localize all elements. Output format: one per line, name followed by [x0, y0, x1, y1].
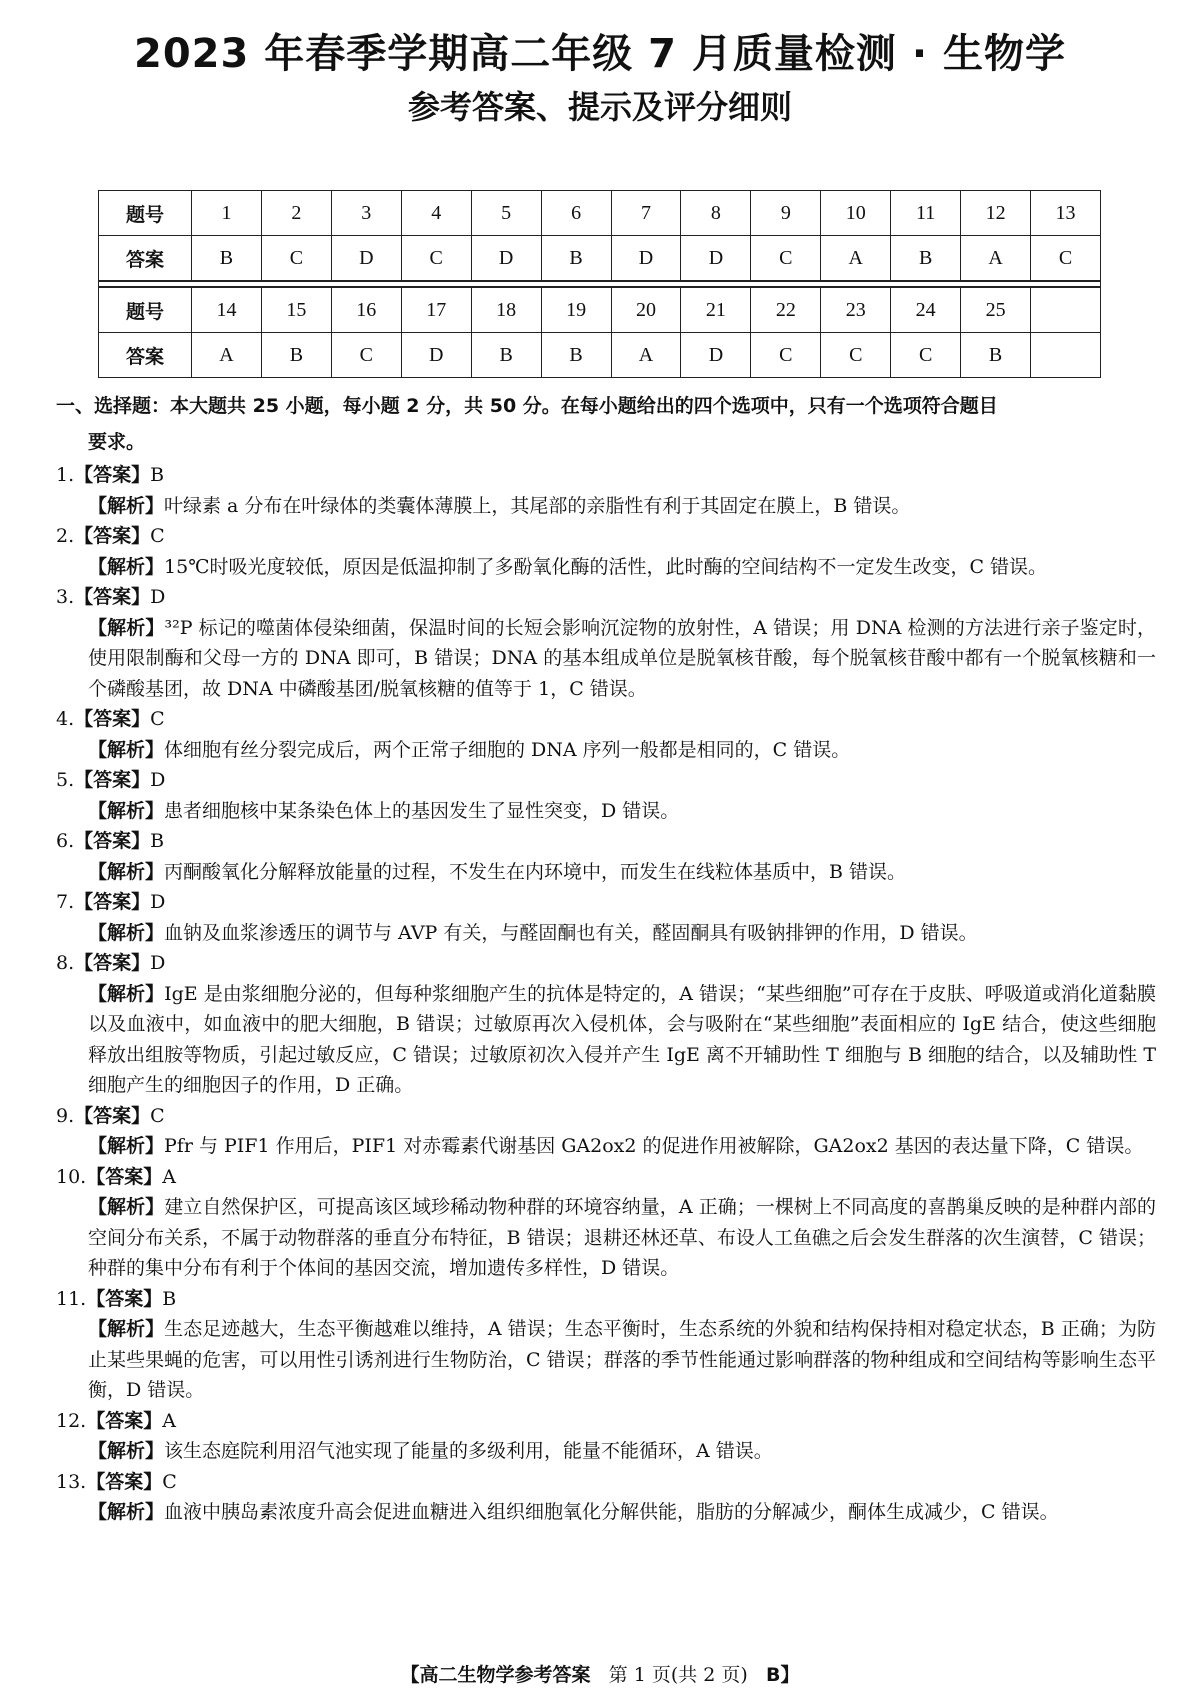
answer-row-cell: B: [961, 333, 1031, 378]
answer-tag: 【答案】: [86, 1409, 163, 1432]
question-number-row-cell: 24: [891, 287, 961, 333]
question-number: 6.: [56, 830, 75, 852]
question-number: 5.: [56, 769, 75, 791]
footer-left: 【高二生物学参考答案: [400, 1664, 591, 1686]
answer-row-label: 答案: [99, 236, 192, 282]
answer-line: [56, 826, 1156, 857]
answer-row-cell: B: [471, 333, 541, 378]
answer-row-cell: D: [681, 236, 751, 282]
answer-row-cell: C: [751, 333, 821, 378]
question-item: [56, 582, 1156, 704]
explanation-tag: 【解析】: [88, 616, 165, 639]
question-number-row-cell: 6: [541, 191, 611, 236]
section-heading-line1: 一、选择题：本大题共 25 小题，每小题 2 分，共 50 分。在每小题给出的四个选项中，只有一个选项符合题目: [56, 395, 998, 417]
question-number-row-cell: 11: [891, 191, 961, 236]
explanation-tag: 【解析】: [88, 738, 165, 761]
explanation-text: 生态足迹越大，生态平衡越难以维持，A 错误；生态平衡时，生态系统的外貌和结构保持相对稳定状态，B 正确；为防止某些果蝇的危害，可以用性引诱剂进行生物防治，C 错误；群落的季节性能通过影响群落的物种组成和空间结构等影响生态平衡，D 错误。: [88, 1318, 1156, 1401]
question-number-row-cell: 20: [611, 287, 681, 333]
question-number-row-cell: 5: [471, 191, 541, 236]
question-item: [56, 1467, 1156, 1528]
question-number-row-cell: 15: [261, 287, 331, 333]
question-item: [56, 1406, 1156, 1467]
answer-line: [56, 1284, 1156, 1315]
question-number-row-cell: 10: [821, 191, 891, 236]
explanation-text: 体细胞有丝分裂完成后，两个正常子细胞的 DNA 序列一般都是相同的，C 错误。: [164, 738, 851, 761]
question-number-row-cell: [1031, 287, 1101, 333]
answer-tag: 【答案】: [74, 708, 151, 730]
answer-row-cell: C: [751, 236, 821, 282]
explanation-paragraph: [56, 796, 1156, 827]
answer-value: A: [162, 1409, 176, 1432]
explanation-text: 叶绿素 a 分布在叶绿体的类囊体薄膜上，其尾部的亲脂性有利于其固定在膜上，B 错误。: [164, 494, 911, 517]
answer-line: [56, 521, 1156, 552]
answer-tag: 【答案】: [86, 1470, 163, 1493]
question-number: 7.: [56, 891, 75, 913]
question-number: 8.: [56, 952, 75, 974]
answer-row-cell: C: [401, 236, 471, 282]
question-number-row-cell: 12: [961, 191, 1031, 236]
answer-value: B: [150, 464, 165, 486]
question-item: [56, 704, 1156, 765]
answer-line: [56, 765, 1156, 796]
explanation-paragraph: [56, 979, 1156, 1101]
explanation-tag: 【解析】: [88, 1135, 165, 1157]
question-item: [56, 1162, 1156, 1284]
explanation-paragraph: [56, 735, 1156, 766]
answer-tag: 【答案】: [74, 952, 151, 974]
answer-value: C: [162, 1470, 177, 1493]
answer-tag: 【答案】: [86, 1165, 163, 1188]
question-number: 1.: [56, 464, 75, 486]
question-number-row-cell: 13: [1031, 191, 1101, 236]
explanation-tag: 【解析】: [88, 860, 165, 883]
question-number-row-label: 题号: [99, 191, 192, 236]
answer-value: D: [150, 952, 166, 974]
answer-row-cell: B: [192, 236, 262, 282]
question-number-row-cell: 8: [681, 191, 751, 236]
answer-tag: 【答案】: [74, 525, 151, 547]
answer-row-cell: C: [821, 333, 891, 378]
footer-page-number: 第 1 页(共 2 页): [608, 1664, 748, 1686]
question-number-row: [99, 287, 1101, 333]
question-number-row-cell: 9: [751, 191, 821, 236]
question-number: 2.: [56, 525, 75, 547]
explanation-tag: 【解析】: [88, 555, 165, 578]
question-item: [56, 887, 1156, 948]
question-item: [56, 1101, 1156, 1162]
answer-value: D: [150, 586, 166, 608]
explanation-paragraph: [56, 552, 1156, 583]
answer-row-cell: A: [611, 333, 681, 378]
question-number-row-cell: 1: [192, 191, 262, 236]
explanation-paragraph: [56, 613, 1156, 705]
question-number-row-cell: 14: [192, 287, 262, 333]
answer-value: B: [150, 830, 165, 852]
question-number-row-cell: 19: [541, 287, 611, 333]
explanation-text: 患者细胞核中某条染色体上的基因发生了显性突变，D 错误。: [164, 799, 680, 822]
answer-row-cell: A: [821, 236, 891, 282]
explanation-text: 血钠及血浆渗透压的调节与 AVP 有关，与醛固酮也有关，醛固酮具有吸钠排钾的作用，D 错误。: [164, 921, 978, 944]
page-title: 2023 年春季学期高二年级 7 月质量检测 · 生物学: [134, 31, 1066, 77]
explanation-paragraph: [56, 1192, 1156, 1284]
question-item: [56, 948, 1156, 1101]
explanation-paragraph: [56, 1497, 1156, 1528]
question-number-row-cell: 7: [611, 191, 681, 236]
explanation-paragraph: [56, 491, 1156, 522]
answer-tag: 【答案】: [74, 1104, 151, 1127]
explanation-paragraph: [56, 1131, 1156, 1162]
explanation-text: 血液中胰岛素浓度升高会促进血糖进入组织细胞氧化分解供能，脂肪的分解减少，酮体生成减少，C 错误。: [164, 1501, 1059, 1523]
explanation-paragraph: [56, 918, 1156, 949]
answer-tag: 【答案】: [74, 769, 151, 791]
answer-row-cell: B: [261, 333, 331, 378]
answer-row-cell: A: [192, 333, 262, 378]
explanation-text: 丙酮酸氧化分解释放能量的过程，不发生在内环境中，而发生在线粒体基质中，B 错误。: [164, 860, 907, 883]
question-number-row-label: 题号: [99, 287, 192, 333]
answer-value: D: [150, 891, 166, 913]
answer-value: C: [150, 525, 165, 547]
question-number: 10.: [56, 1165, 87, 1188]
question-item: [56, 521, 1156, 582]
page-subtitle: 参考答案、提示及评分细则: [407, 88, 792, 126]
explanation-text: Pfr 与 PIF1 作用后，PIF1 对赤霉素代谢基因 GA2ox2 的促进作用被解除，GA2ox2 基因的表达量下降，C 错误。: [164, 1135, 1144, 1157]
answer-value: B: [162, 1287, 177, 1310]
answer-line: [56, 1101, 1156, 1132]
explanation-list: [56, 460, 1156, 1528]
question-number-row: [99, 191, 1101, 236]
explanation-tag: 【解析】: [88, 1318, 165, 1340]
question-number: 3.: [56, 586, 75, 608]
question-item: [56, 460, 1156, 521]
answer-row-cell: B: [891, 236, 961, 282]
explanation-tag: 【解析】: [88, 494, 165, 517]
answer-row-cell: C: [891, 333, 961, 378]
explanation-text: 15℃时吸光度较低，原因是低温抑制了多酚氧化酶的活性，此时酶的空间结构不一定发生改变，C 错误。: [164, 555, 1048, 578]
explanation-tag: 【解析】: [88, 1501, 165, 1523]
question-number-row-cell: 17: [401, 287, 471, 333]
answer-value: C: [150, 1104, 165, 1127]
answer-table: [98, 190, 1101, 378]
answer-value: A: [162, 1165, 176, 1188]
section-heading: [56, 388, 1156, 460]
explanation-text: ³²P 标记的噬菌体侵染细菌，保温时间的长短会影响沉淀物的放射性，A 错误；用 DNA 检测的方法进行亲子鉴定时，使用限制酶和父母一方的 DNA 即可，B 错误；DNA 的基本组成单位是脱氧核苷酸，每个脱氧核苷酸中都有一个脱氧核糖和一个磷酸基团，故 DNA 中磷酸基团/脱氧核糖的值等于 1，C 错误。: [88, 616, 1156, 700]
footer-right: B】: [765, 1664, 800, 1686]
answer-row-cell: C: [331, 333, 401, 378]
answer-tag: 【答案】: [74, 830, 151, 852]
page-footer: [0, 1660, 1200, 1687]
answer-line: [56, 1467, 1156, 1498]
answer-row-cell: C: [1031, 236, 1101, 282]
answer-row-cell: D: [471, 236, 541, 282]
explanation-tag: 【解析】: [88, 982, 165, 1005]
question-number-row-cell: 16: [331, 287, 401, 333]
question-number: 11.: [56, 1287, 87, 1310]
section-heading-line2: 要求。: [88, 431, 146, 453]
question-number-row-cell: 25: [961, 287, 1031, 333]
answer-tag: 【答案】: [74, 464, 151, 486]
answer-row-cell: D: [331, 236, 401, 282]
question-number-row-cell: 21: [681, 287, 751, 333]
explanation-tag: 【解析】: [88, 1196, 165, 1218]
explanation-paragraph: [56, 857, 1156, 888]
answer-line: [56, 1162, 1156, 1193]
answer-line: [56, 887, 1156, 918]
question-item: [56, 826, 1156, 887]
answer-row-cell: B: [541, 236, 611, 282]
question-item: [56, 1284, 1156, 1406]
explanation-tag: 【解析】: [88, 1440, 165, 1462]
question-number-row-cell: 2: [261, 191, 331, 236]
answer-value: C: [150, 708, 165, 730]
question-number: 9.: [56, 1104, 75, 1127]
answer-row: [99, 236, 1101, 282]
explanation-text: 建立自然保护区，可提高该区域珍稀动物种群的环境容纳量，A 正确；一棵树上不同高度的喜鹊巢反映的是种群内部的空间分布关系，不属于动物群落的垂直分布特征，B 错误；退耕还林还草、布设人工鱼礁之后会发生群落的次生演替，C 错误；种群的集中分布有利于个体间的基因交流，增加遗传多样性，D 错误。: [88, 1196, 1156, 1279]
answer-row: [99, 333, 1101, 378]
explanation-text: IgE 是由浆细胞分泌的，但每种浆细胞产生的抗体是特定的，A 错误；“某些细胞”可存在于皮肤、呼吸道或消化道黏膜以及血液中，如血液中的肥大细胞，B 错误；过敏原再次入侵机体，会与吸附在“某些细胞”表面相应的 IgE 结合，使这些细胞释放出组胺等物质，引起过敏反应，C 错误；过敏原初次入侵并产生 IgE 离不开辅助性 T 细胞与 B 细胞的结合，以及辅助性 T 细胞产生的细胞因子的作用，D 正确。: [88, 982, 1156, 1096]
answer-row-cell: D: [611, 236, 681, 282]
answer-line: [56, 1406, 1156, 1437]
answer-row-cell: D: [401, 333, 471, 378]
question-item: [56, 765, 1156, 826]
answer-row-label: 答案: [99, 333, 192, 378]
explanation-tag: 【解析】: [88, 921, 165, 944]
answer-row-cell: C: [261, 236, 331, 282]
question-number-row-cell: 23: [821, 287, 891, 333]
answer-tag: 【答案】: [74, 891, 151, 913]
answer-line: [56, 460, 1156, 491]
answer-line: [56, 704, 1156, 735]
question-number: 12.: [56, 1409, 87, 1432]
answer-line: [56, 582, 1156, 613]
question-number-row-cell: 18: [471, 287, 541, 333]
answer-row-cell: B: [541, 333, 611, 378]
answer-value: D: [150, 769, 166, 791]
question-number: 4.: [56, 708, 75, 730]
question-number-row-cell: 3: [331, 191, 401, 236]
question-number-row-cell: 4: [401, 191, 471, 236]
answer-row-cell: D: [681, 333, 751, 378]
answer-line: [56, 948, 1156, 979]
answer-tag: 【答案】: [74, 586, 151, 608]
answer-row-cell: A: [961, 236, 1031, 282]
explanation-text: 该生态庭院利用沼气池实现了能量的多级利用，能量不能循环，A 错误。: [164, 1440, 773, 1462]
explanation-tag: 【解析】: [88, 799, 165, 822]
answer-tag: 【答案】: [86, 1287, 163, 1310]
question-number: 13.: [56, 1470, 87, 1493]
explanation-paragraph: [56, 1314, 1156, 1406]
question-number-row-cell: 22: [751, 287, 821, 333]
answer-row-cell: [1031, 333, 1101, 378]
explanation-paragraph: [56, 1436, 1156, 1467]
